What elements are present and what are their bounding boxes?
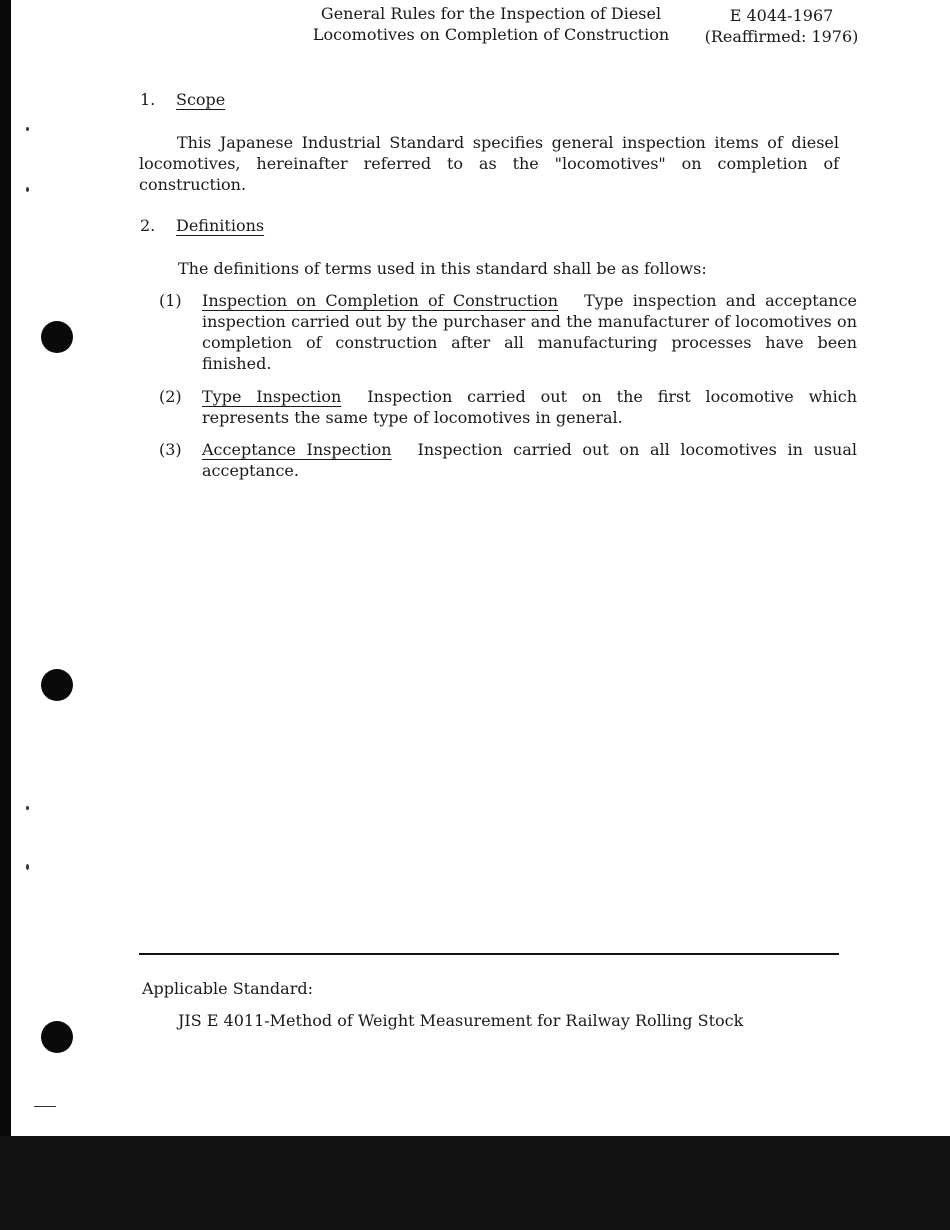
item-number: (3) <box>159 440 182 459</box>
scan-speck <box>26 864 29 870</box>
scan-speck <box>34 1106 56 1107</box>
document-title <box>296 3 686 45</box>
punch-hole <box>41 321 73 353</box>
section-heading-scope <box>140 90 225 110</box>
definition-text: Inspection carried out on all locomotives in usual acceptance. <box>202 440 858 480</box>
reaffirmed-date: (Reaffirmed: 1976) <box>704 27 859 46</box>
section-number: 2. <box>140 216 156 235</box>
definition-item <box>159 386 857 428</box>
applicable-standard-label: Applicable Standard: <box>142 979 313 998</box>
scan-left-edge <box>0 0 11 1140</box>
definitions-intro: The definitions of terms used in this standard shall be as follows: <box>178 259 707 278</box>
definition-term: Acceptance Inspection <box>202 440 392 459</box>
title-line-2: Locomotives on Completion of Construction <box>312 25 670 44</box>
definition-item <box>159 439 857 481</box>
standard-code-block <box>700 5 863 47</box>
punch-hole <box>41 669 73 701</box>
item-number: (1) <box>159 291 182 310</box>
definition-text: Inspection carried out on the first locomotive which represents the same type of locomotives in general. <box>202 387 857 427</box>
section-heading-definitions <box>140 216 264 236</box>
applicable-standard-reference: JIS E 4011-Method of Weight Measurement for Railway Rolling Stock <box>178 1011 744 1030</box>
definition-text: Type inspection and acceptance inspection carried out by the purchaser and the manufacturer of locomotives on completion of construction after all manufacturing processes have been finished. <box>202 291 858 373</box>
scan-speck <box>26 806 29 810</box>
scope-paragraph <box>139 132 839 195</box>
scope-text: This Japanese Industrial Standard specifies general inspection items of diesel locomotives, hereinafter referred to as the "locomotives" on completion of construction. <box>139 133 839 194</box>
standard-code: E 4044-1967 <box>729 6 834 25</box>
footer-divider <box>139 953 839 955</box>
scan-speck <box>26 187 29 192</box>
section-number: 1. <box>140 90 156 109</box>
punch-hole <box>41 1021 73 1053</box>
section-title: Scope <box>176 90 226 109</box>
scan-speck <box>26 127 29 131</box>
item-number: (2) <box>159 387 182 406</box>
scan-bottom-edge <box>0 1136 950 1230</box>
definition-term: Type Inspection <box>202 387 342 406</box>
definition-item <box>159 290 857 374</box>
section-title: Definitions <box>176 216 265 235</box>
definition-term: Inspection on Completion of Construction <box>202 291 559 310</box>
title-line-1: General Rules for the Inspection of Diesel <box>320 4 662 23</box>
